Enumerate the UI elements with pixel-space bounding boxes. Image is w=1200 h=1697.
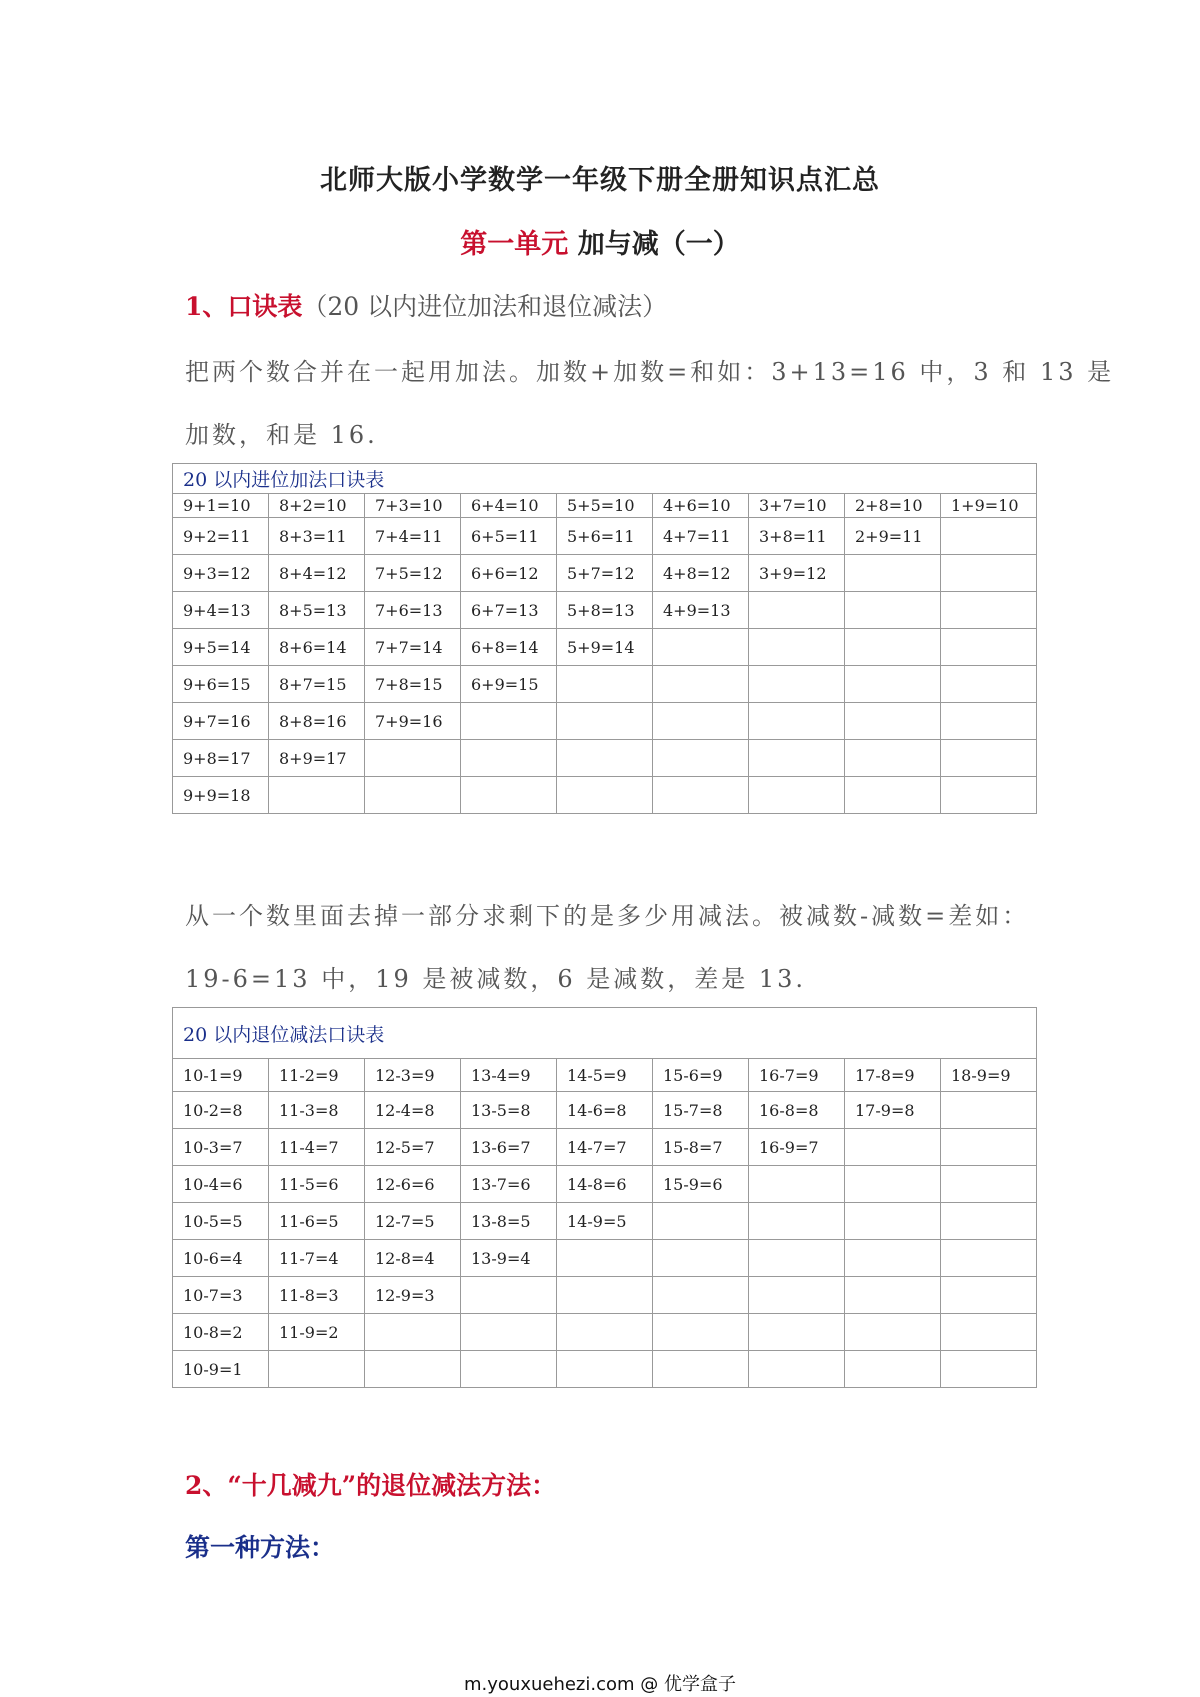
table-cell: 10-2=8	[173, 1092, 269, 1129]
table-cell: 13-7=6	[461, 1166, 557, 1203]
table-cell	[941, 1166, 1037, 1203]
table-cell: 15-8=7	[653, 1129, 749, 1166]
table-cell	[941, 703, 1037, 740]
table-cell	[845, 666, 941, 703]
table-cell: 12-8=4	[365, 1240, 461, 1277]
table-cell: 11-8=3	[269, 1277, 365, 1314]
table-cell	[845, 555, 941, 592]
table-cell: 7+4=11	[365, 518, 461, 555]
table-cell	[461, 777, 557, 814]
table-row	[173, 1203, 1037, 1240]
table-row	[173, 1314, 1037, 1351]
table-cell: 3+7=10	[749, 494, 845, 518]
table-cell	[845, 1166, 941, 1203]
table-cell: 8+7=15	[269, 666, 365, 703]
table-cell: 11-4=7	[269, 1129, 365, 1166]
table-cell: 11-9=2	[269, 1314, 365, 1351]
table-row	[173, 1277, 1037, 1314]
subtraction-explanation-line-1: 从一个数里面去掉一部分求剩下的是多少用减法。被减数-减数=差如：	[185, 902, 1030, 930]
table-cell	[845, 1314, 941, 1351]
table-cell	[941, 1351, 1037, 1388]
table-cell: 10-8=2	[173, 1314, 269, 1351]
table-row	[173, 703, 1037, 740]
table-cell: 17-8=9	[845, 1059, 941, 1092]
table-cell: 8+3=11	[269, 518, 365, 555]
table-cell: 9+6=15	[173, 666, 269, 703]
table-cell	[845, 1129, 941, 1166]
table-cell	[653, 703, 749, 740]
table-row	[173, 518, 1037, 555]
table-cell: 9+3=12	[173, 555, 269, 592]
table-cell	[557, 1314, 653, 1351]
table-cell	[557, 703, 653, 740]
table-cell: 4+7=11	[653, 518, 749, 555]
table-cell	[365, 740, 461, 777]
table-cell	[749, 1351, 845, 1388]
table-cell: 6+9=15	[461, 666, 557, 703]
table-cell: 7+3=10	[365, 494, 461, 518]
table-cell	[749, 592, 845, 629]
table-cell: 10-4=6	[173, 1166, 269, 1203]
table-cell	[557, 666, 653, 703]
subtraction-explanation-line-2: 19-6=13 中，19 是被减数，6 是减数，差是 13.	[185, 965, 807, 993]
table-cell: 13-8=5	[461, 1203, 557, 1240]
table-cell	[845, 1277, 941, 1314]
table-cell	[749, 666, 845, 703]
method-1-heading: 第一种方法：	[185, 1533, 336, 1562]
table-cell: 6+6=12	[461, 555, 557, 592]
table-cell	[653, 740, 749, 777]
addition-explanation-line-1: 把两个数合并在一起用加法。加数+加数=和如：3+13=16 中，3 和 13 是	[185, 358, 1115, 386]
table-row	[173, 592, 1037, 629]
table-cell: 13-4=9	[461, 1059, 557, 1092]
table-cell	[941, 1203, 1037, 1240]
table-cell: 14-9=5	[557, 1203, 653, 1240]
table-cell: 1+9=10	[941, 494, 1037, 518]
table-cell	[749, 740, 845, 777]
table-cell	[653, 1277, 749, 1314]
table-cell: 7+5=12	[365, 555, 461, 592]
table-cell: 6+5=11	[461, 518, 557, 555]
table-cell: 11-5=6	[269, 1166, 365, 1203]
document-title: 北师大版小学数学一年级下册全册知识点汇总	[320, 165, 880, 196]
table-cell: 15-7=8	[653, 1092, 749, 1129]
table-cell	[557, 1277, 653, 1314]
table-cell: 3+8=11	[749, 518, 845, 555]
table-cell	[365, 1351, 461, 1388]
table-cell	[941, 740, 1037, 777]
table-cell: 9+5=14	[173, 629, 269, 666]
table-cell: 16-9=7	[749, 1129, 845, 1166]
table-cell: 5+9=14	[557, 629, 653, 666]
table-cell	[365, 1314, 461, 1351]
section-1-heading	[185, 287, 667, 323]
table-cell	[653, 1240, 749, 1277]
table-cell	[365, 777, 461, 814]
table-cell	[653, 777, 749, 814]
table-row	[173, 629, 1037, 666]
table-row	[173, 1129, 1037, 1166]
table-cell: 4+8=12	[653, 555, 749, 592]
table-cell	[749, 703, 845, 740]
table-cell	[461, 703, 557, 740]
table-cell	[749, 1314, 845, 1351]
table-cell: 9+2=11	[173, 518, 269, 555]
table-cell	[845, 703, 941, 740]
unit-title	[0, 222, 1200, 261]
table-cell	[941, 1277, 1037, 1314]
table-cell: 5+7=12	[557, 555, 653, 592]
table-cell	[941, 1314, 1037, 1351]
unit-name: 加与减（一）	[577, 229, 740, 260]
table-cell	[941, 629, 1037, 666]
table-row	[173, 666, 1037, 703]
table-cell	[941, 555, 1037, 592]
footer-watermark: m.youxuehezi.com @ 优学盒子	[463, 1674, 736, 1695]
table-cell	[941, 518, 1037, 555]
table-cell	[557, 777, 653, 814]
table-cell: 17-9=8	[845, 1092, 941, 1129]
table-cell: 11-2=9	[269, 1059, 365, 1092]
table-cell: 10-7=3	[173, 1277, 269, 1314]
table-cell: 12-4=8	[365, 1092, 461, 1129]
table-cell	[941, 592, 1037, 629]
table-cell: 5+6=11	[557, 518, 653, 555]
table-cell: 11-7=4	[269, 1240, 365, 1277]
table-cell: 14-7=7	[557, 1129, 653, 1166]
table-cell: 5+5=10	[557, 494, 653, 518]
section-2-heading: 2、“十几减九”的退位减法方法：	[185, 1471, 557, 1500]
table-cell: 4+9=13	[653, 592, 749, 629]
table-cell	[749, 629, 845, 666]
table-cell: 8+9=17	[269, 740, 365, 777]
table-cell: 12-5=7	[365, 1129, 461, 1166]
table-cell	[941, 1240, 1037, 1277]
table-row	[173, 740, 1037, 777]
addition-table-caption: 20 以内进位加法口诀表	[173, 464, 1037, 494]
table-cell	[845, 592, 941, 629]
table-cell	[845, 740, 941, 777]
table-cell	[653, 666, 749, 703]
section-1-title: 1、口诀表	[185, 292, 303, 321]
table-cell: 2+8=10	[845, 494, 941, 518]
table-cell	[845, 1240, 941, 1277]
table-cell: 4+6=10	[653, 494, 749, 518]
table-cell	[941, 1092, 1037, 1129]
table-cell: 2+9=11	[845, 518, 941, 555]
table-cell: 11-6=5	[269, 1203, 365, 1240]
table-cell: 12-9=3	[365, 1277, 461, 1314]
addition-explanation-line-2: 加数，和是 16.	[185, 421, 378, 449]
table-cell: 16-8=8	[749, 1092, 845, 1129]
table-cell	[749, 777, 845, 814]
table-cell: 10-1=9	[173, 1059, 269, 1092]
table-cell: 18-9=9	[941, 1059, 1037, 1092]
table-cell	[941, 666, 1037, 703]
table-cell	[557, 1351, 653, 1388]
table-cell: 15-9=6	[653, 1166, 749, 1203]
table-cell: 3+9=12	[749, 555, 845, 592]
table-cell	[461, 1351, 557, 1388]
table-cell	[749, 1166, 845, 1203]
table-cell: 8+5=13	[269, 592, 365, 629]
table-row	[173, 1092, 1037, 1129]
table-cell	[845, 1351, 941, 1388]
table-cell	[461, 1314, 557, 1351]
table-cell	[461, 1277, 557, 1314]
table-cell: 10-9=1	[173, 1351, 269, 1388]
table-cell	[749, 1277, 845, 1314]
table-cell: 12-3=9	[365, 1059, 461, 1092]
table-cell: 10-6=4	[173, 1240, 269, 1277]
table-cell	[845, 777, 941, 814]
table-cell: 8+4=12	[269, 555, 365, 592]
table-cell	[269, 777, 365, 814]
table-cell: 13-6=7	[461, 1129, 557, 1166]
table-cell	[749, 1240, 845, 1277]
table-row	[173, 555, 1037, 592]
table-cell: 7+9=16	[365, 703, 461, 740]
table-cell: 8+8=16	[269, 703, 365, 740]
table-cell: 13-9=4	[461, 1240, 557, 1277]
table-row	[173, 1166, 1037, 1203]
table-cell	[845, 1203, 941, 1240]
table-cell: 8+2=10	[269, 494, 365, 518]
addition-table	[172, 463, 1037, 814]
table-cell: 9+8=17	[173, 740, 269, 777]
table-cell: 11-3=8	[269, 1092, 365, 1129]
table-cell	[557, 1240, 653, 1277]
table-cell: 8+6=14	[269, 629, 365, 666]
section-1-subtitle: （20 以内进位加法和退位减法）	[302, 292, 668, 321]
table-cell: 7+8=15	[365, 666, 461, 703]
table-cell: 14-8=6	[557, 1166, 653, 1203]
table-cell: 10-3=7	[173, 1129, 269, 1166]
table-cell: 6+8=14	[461, 629, 557, 666]
table-cell: 13-5=8	[461, 1092, 557, 1129]
table-cell	[653, 1314, 749, 1351]
table-row	[173, 1059, 1037, 1092]
table-cell: 14-6=8	[557, 1092, 653, 1129]
table-cell	[941, 1129, 1037, 1166]
table-row	[173, 494, 1037, 518]
table-cell: 15-6=9	[653, 1059, 749, 1092]
table-cell	[845, 629, 941, 666]
table-cell	[941, 777, 1037, 814]
table-cell	[269, 1351, 365, 1388]
table-cell: 10-5=5	[173, 1203, 269, 1240]
table-cell: 7+6=13	[365, 592, 461, 629]
table-cell	[749, 1203, 845, 1240]
table-row	[173, 777, 1037, 814]
table-cell: 16-7=9	[749, 1059, 845, 1092]
table-cell	[653, 1203, 749, 1240]
table-cell	[653, 1351, 749, 1388]
table-cell: 9+9=18	[173, 777, 269, 814]
table-cell: 14-5=9	[557, 1059, 653, 1092]
table-cell: 5+8=13	[557, 592, 653, 629]
table-cell	[461, 740, 557, 777]
table-cell: 6+7=13	[461, 592, 557, 629]
subtraction-table-caption: 20 以内退位减法口诀表	[173, 1008, 1037, 1059]
table-row	[173, 1351, 1037, 1388]
table-cell	[557, 740, 653, 777]
table-cell: 12-7=5	[365, 1203, 461, 1240]
table-cell: 9+7=16	[173, 703, 269, 740]
table-cell: 12-6=6	[365, 1166, 461, 1203]
table-cell: 9+4=13	[173, 592, 269, 629]
table-cell	[653, 629, 749, 666]
subtraction-table	[172, 1007, 1037, 1388]
table-cell: 6+4=10	[461, 494, 557, 518]
table-cell: 9+1=10	[173, 494, 269, 518]
table-cell: 7+7=14	[365, 629, 461, 666]
table-row	[173, 1240, 1037, 1277]
unit-label: 第一单元	[460, 229, 569, 260]
